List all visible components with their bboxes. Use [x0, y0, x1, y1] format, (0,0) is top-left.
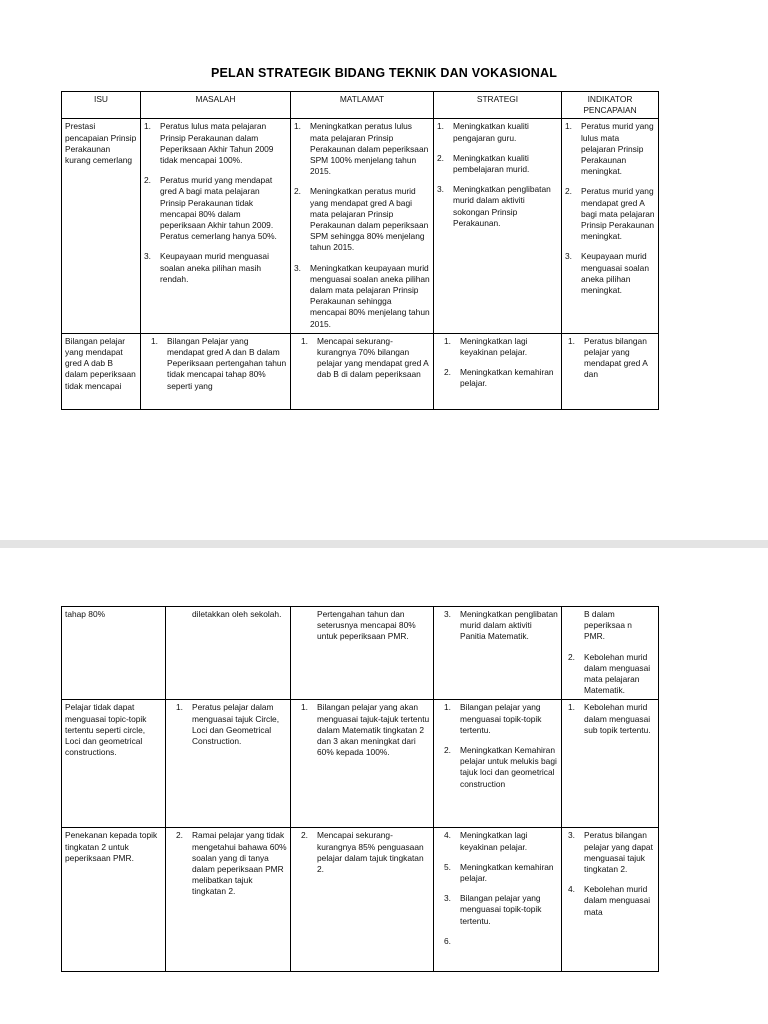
list-item: 2. Meningkatkan Kemahiran pelajar untuk melukis bagi tajuk loci dan geometrical construction — [444, 745, 557, 789]
indikator-cell — [562, 828, 659, 972]
list-item: 1. Meningkatkan kualiti pengajaran guru. — [437, 121, 529, 143]
table-header-row — [62, 92, 659, 119]
list-item: 1. Meningkatkan lagi keyakinan pelajar. — [444, 335, 528, 358]
masalah-cell — [141, 119, 291, 333]
indikator-list — [565, 121, 655, 296]
matlamat-cell — [291, 700, 434, 828]
list-item: 1. Peratus bilangan pelajar yang mendapat gred A dan — [568, 335, 648, 380]
masalah-list — [144, 121, 287, 285]
masalah-cell — [166, 700, 291, 828]
list-item: 2. Peratus murid yang mendapat gred A bagi mata pelajaran Prinsip Perakaunan meningkat. — [565, 186, 655, 242]
list-item: 2. Ramai pelajar yang tidak mengetahui bahawa 60% soalan yang di tanya dalam peperiksaan PMR melibatkan tajuk tingkatan 2. — [176, 830, 287, 897]
list-item: 1. Bilangan Pelajar yang mendapat gred A dan B dalam Peperiksaan pertengahan tahun tidak mencapai tahap 80% seperti yang — [151, 335, 287, 391]
list-item: 1. Peratus pelajar dalam menguasai tajuk Circle, Loci dan Geometrical Construction. — [176, 702, 280, 747]
strategi-cell — [434, 607, 562, 700]
list-item: 4. Meningkatkan lagi keyakinan pelajar. — [444, 830, 528, 852]
indikator-cell — [562, 333, 659, 409]
list-item: 3. Meningkatkan penglibatan murid dalam aktiviti sokongan Prinsip Perakaunan. — [437, 184, 551, 228]
table-row — [62, 333, 659, 409]
header-masalah: MASALAH — [141, 92, 291, 119]
table-row — [62, 700, 659, 828]
list-item: 1. Mencapai sekurang-kurangnya 70% bilangan pelajar yang mendapat gred A dab B di dalam peperiksaan — [301, 335, 429, 380]
list-item: 4. Kebolehan murid dalam menguasai mata — [568, 884, 651, 917]
header-indikator: INDIKATOR PENCAPAIAN — [562, 92, 659, 119]
isu-cell: Pelajar tidak dapat menguasai topic-topik tertentu seperti circle, Loci dan geometrical constructions. — [62, 700, 166, 828]
list-item: 3. Peratus bilangan pelajar yang dapat menguasai tajuk tingkatan 2. — [568, 830, 653, 875]
list-item: 2. Kebolehan murid dalam menguasai mata pelajaran Matematik. — [568, 651, 651, 696]
header-matlamat: MATLAMAT — [291, 92, 434, 119]
list-item: 2. Meningkatkan kemahiran pelajar. — [444, 367, 554, 389]
indikator-cell: B dalam peperiksaa n PMR. 2. Kebolehan murid dalam menguasai mata pelajaran Matematik. — [562, 607, 659, 700]
list-item: 6. — [444, 935, 451, 946]
list-item: 5. Meningkatkan kemahiran pelajar. — [444, 861, 554, 884]
matlamat-cell — [291, 119, 434, 333]
matlamat-cell: Pertengahan tahun dan seterusnya mencapai 80% untuk peperiksaan PMR. — [291, 607, 434, 700]
masalah-cell — [166, 828, 291, 972]
strategic-plan-table-page-2 — [61, 606, 659, 972]
list-item: 1. Meningkatkan peratus lulus mata pelajaran Prinsip Perakaunan dalam peperiksaan SPM 100% menjelang tahun 2015. — [294, 121, 429, 177]
list-item: 1. Bilangan pelajar yang akan menguasai tajuk-tajuk tertentu dalam Matematik tingkatan 2 dan 3 akan meningkat dari 60% kepada 100%. — [301, 702, 430, 758]
table-row — [62, 607, 659, 700]
indikator-cell — [562, 700, 659, 828]
document-title: PELAN STRATEGIK BIDANG TEKNIK DAN VOKASIONAL — [210, 66, 558, 80]
indikator-cell — [562, 119, 659, 333]
list-item: 1. Peratus lulus mata pelajaran Prinsip Perakaunan dalam Peperiksaan Akhir Tahun 2009 tidak mencapai 100%. — [144, 121, 274, 166]
strategic-plan-table-page-1 — [61, 91, 659, 410]
strategi-cell — [434, 828, 562, 972]
isu-cell: tahap 80% — [62, 607, 166, 700]
header-strategi: STRATEGI — [434, 92, 562, 119]
table-row — [62, 119, 659, 333]
list-item: 2. Peratus murid yang mendapat gred A bagi mata pelajaran Prinsip Perakaunan tidak mencapai 80% dalam peperiksaan Akhir tahun 2009. Peratus cemerlang hanya 50%. — [144, 175, 277, 242]
isu-cell: Penekanan kepada topik tingkatan 2 untuk peperiksaan PMR. — [62, 828, 166, 972]
isu-cell: Bilangan pelajar yang mendapat gred A dab B dalam peperiksaan tidak mencapai — [62, 333, 141, 409]
header-isu: ISU — [62, 92, 141, 119]
list-item: 2. Meningkatkan peratus murid yang mendapat gred A bagi mata pelajaran Prinsip Perakaunan dalam peperiksaan SPM sehingga 80% menjelang tahun 2015. — [294, 186, 429, 253]
strategi-cell — [434, 700, 562, 828]
list-item: 3. Bilangan pelajar yang menguasai topik-topik tertentu. — [444, 893, 542, 926]
list-item: 1. Kebolehan murid dalam menguasai sub topik tertentu. — [568, 702, 651, 735]
isu-cell: Prestasi pencapaian Prinsip Perakaunan kurang cemerlang — [62, 119, 141, 333]
masalah-cell: diletakkan oleh sekolah. — [166, 607, 291, 700]
list-item: 3. Meningkatkan penglibatan murid dalam aktiviti Panitia Matematik. — [444, 609, 558, 642]
document-page-2 — [0, 548, 768, 1024]
list-item: 2. Meningkatkan kualiti pembelajaran murid. — [437, 152, 530, 175]
list-item: 1. Bilangan pelajar yang menguasai topik-topik tertentu. — [444, 702, 542, 735]
masalah-cell — [141, 333, 291, 409]
list-item: 2. Mencapai sekurang-kurangnya 85% penguasaan pelajar dalam tajuk tingkatan 2. — [301, 830, 424, 875]
table-row — [62, 828, 659, 972]
matlamat-cell — [291, 333, 434, 409]
list-item: 1. Peratus murid yang lulus mata pelajaran Prinsip Perakaunan meningkat. — [565, 121, 654, 177]
list-item: 3. Meningkatkan keupayaan murid menguasai soalan aneka pilihan dalam mata pelajaran Prinsip Perakaunan sehingga mencapai 80% menjelang tahun 2015. — [294, 262, 430, 329]
strategi-list — [437, 121, 558, 229]
matlamat-cell — [291, 828, 434, 972]
matlamat-list — [294, 121, 430, 329]
list-item: 3. Keupayaan murid menguasai soalan aneka pilihan masih rendah. — [144, 251, 269, 284]
strategi-cell — [434, 119, 562, 333]
list-item: 3. Keupayaan murid menguasai soalan aneka pilihan meningkat. — [565, 251, 649, 296]
strategi-cell — [434, 333, 562, 409]
